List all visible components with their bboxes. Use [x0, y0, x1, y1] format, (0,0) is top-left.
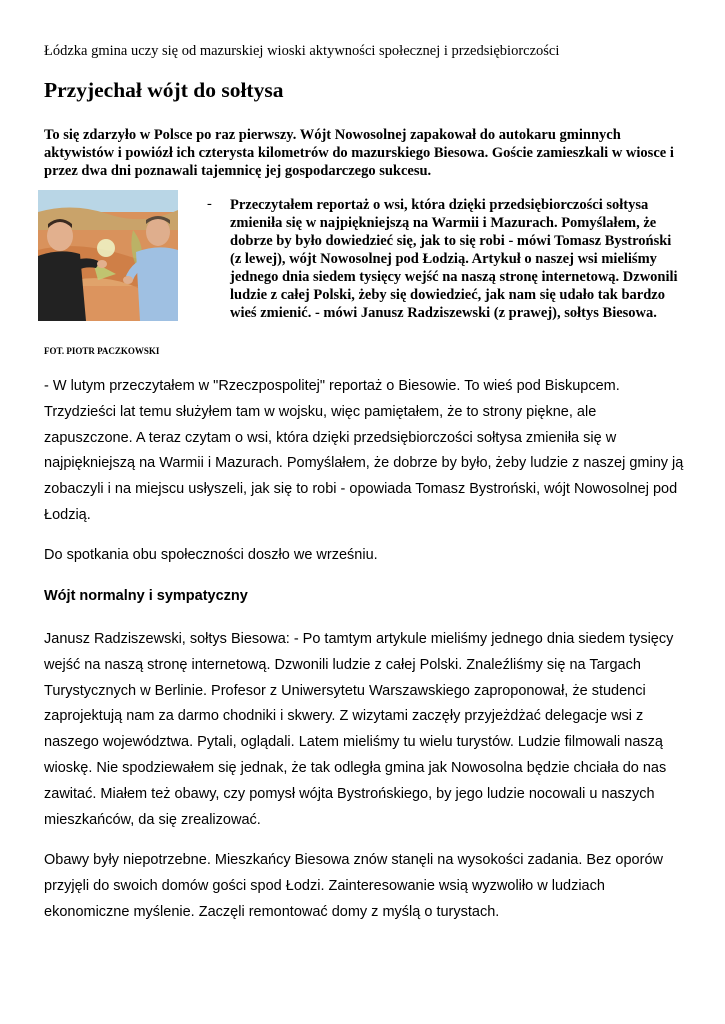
article-headline: Przyjechał wójt do sołtysa — [44, 78, 284, 102]
article-photo — [38, 190, 178, 321]
article-paragraph: Janusz Radziszewski, sołtys Biesowa: - Po tamtym artykule mieliśmy jednego dnia siedem tysięcy wejść na naszą stronę internetową. Dzwonili ludzie z całej Polski. Znaleźliśmy się na Targach Turystycznych w Berlinie. Profesor z Uniwersytetu Warszawskiego zaproponował, że studenci zaprojektują nam za darmo chodniki i skwery. Z wizytami zaczęły przyjeżdżać delegacje wsi z naszego województwa. Pytali, oglądali. Latem mieliśmy tu wielu turystów. Ludzie filmowali naszą wioskę. Nie spodziewałem się jednak, że tak odległa gmina jak Nowosolna będzie chciała do nas zawitać. Miałem też obawy, czy pomysł wójta Bystrońskiego, by jego ludzie nocowali u naszych mieszkańców, da się zrealizować. — [44, 631, 674, 828]
article-paragraph: - W lutym przeczytałem w "Rzeczpospolitej" reportaż o Biesowie. To wieś pod Biskupcem. Trzydzieści lat temu służyłem tam w wojsku, więc pamiętałem, że to strony piękne, ale zapuszczone. A teraz czytam o wsi, która dzięki przedsiębiorczości sołtysa zmieniła się w najpiękniejszą na Warmii i Mazurach. Pomyślałem, że dobrze by było, żeby ludzie z naszej gminy ją zobaczyli i na miejscu usłyszeli, jak się to robi - opowiada Tomasz Bystroński, wójt Nowosolnej pod Łodzią. — [44, 378, 684, 523]
article-kicker: Łódzka gmina uczy się od mazurskiej wioski aktywności społecznej i przedsiębiorczości — [44, 43, 560, 59]
photo-illustration — [38, 190, 178, 321]
photo-caption: Przeczytałem reportaż o wsi, która dzięki przedsiębiorczości sołtysa zmieniła się w najpiękniejszą na Warmii i Mazurach. Pomyślałem, że dobrze by było dowiedzieć się, jak to się robi - mówi Tomasz Bystroński (z lewej), wójt Nowosolnej pod Łodzią. Artykuł o naszej wsi mieliśmy jednego dnia siedem tysięcy wejść na naszą stronę internetową. Dzwonili ludzie z całej Polski, żeby się dowiedzieć, jak nam się udało tak bardzo wieś zmienić. - mówi Janusz Radziszewski (z prawej), sołtys Biesowa. — [230, 197, 678, 321]
article-paragraph: Obawy były niepotrzebne. Mieszkańcy Biesowa znów stanęli na wysokości zadania. Bez oporów przyjęli do swoich domów gości spod Łodzi. Zainteresowanie wsią wyzwoliło w ludziach ekonomiczne myślenie. Zaczęli remontować domy z myślą o turystach. — [44, 852, 663, 920]
article-lead: To się zdarzyło w Polsce po raz pierwszy. Wójt Nowosolnej zapakował do autokaru gminnych aktywistów i powiózł ich czterysta kilometrów do mazurskiego Biesowa. Goście zamieszkali w wiosce i przez dwa dni poznawali tajemnicę jej gospodarczego sukcesu. — [44, 127, 674, 179]
photo-caption-dash: - — [207, 196, 212, 212]
article-paragraph: Do spotkania obu społeczności doszło we wrześniu. — [44, 547, 378, 563]
photo-credit: FOT. PIOTR PACZKOWSKI — [44, 346, 160, 356]
article-subheading: Wójt normalny i sympatyczny — [44, 588, 248, 604]
